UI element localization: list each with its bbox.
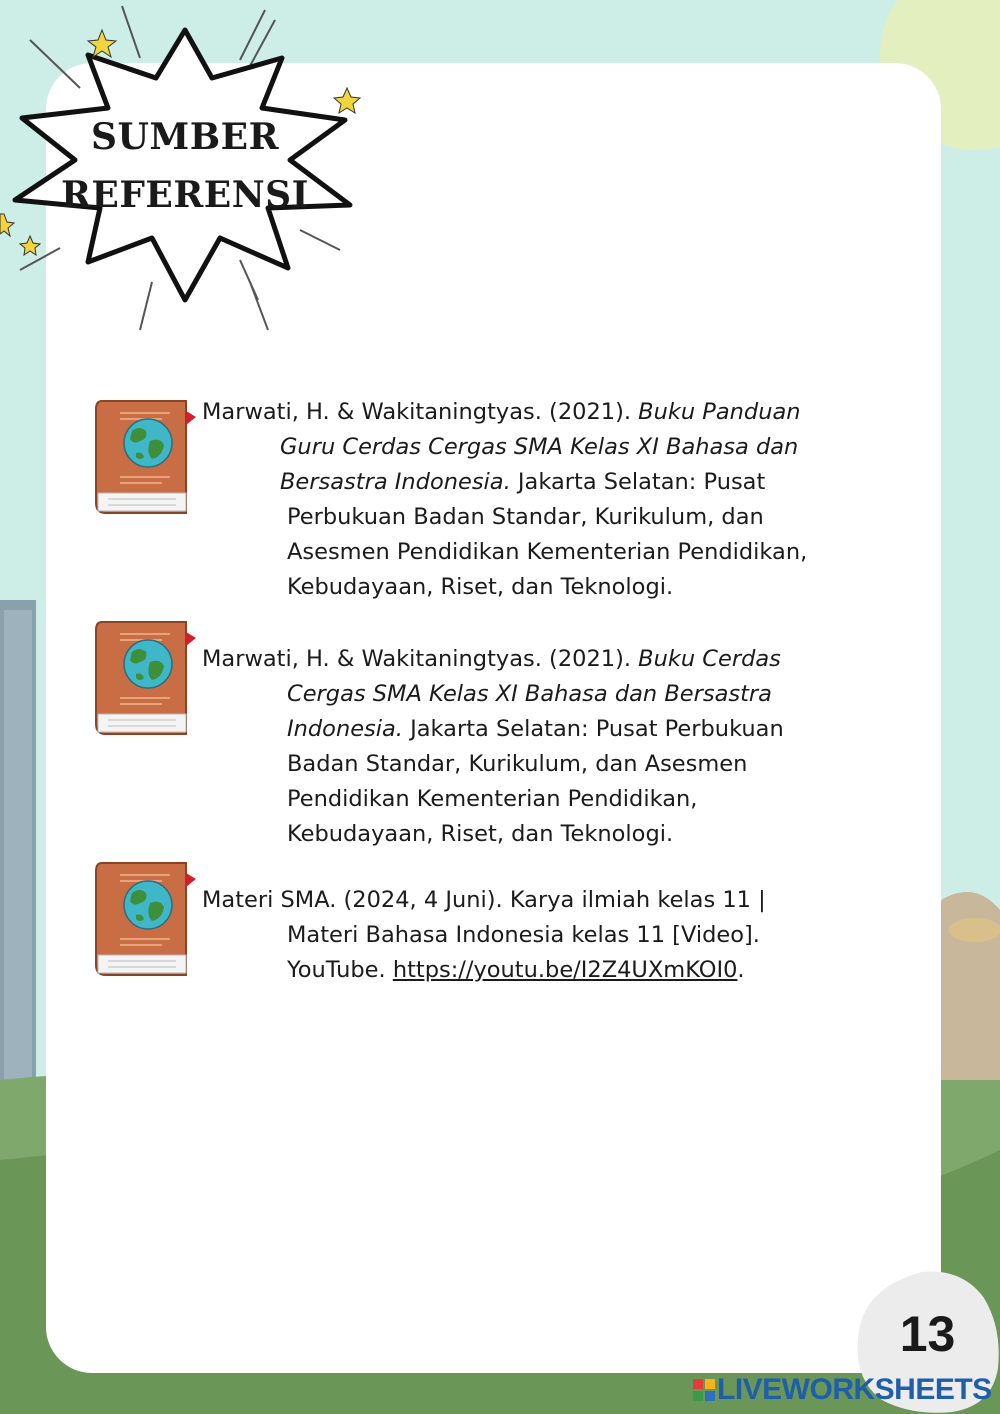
reference-line bbox=[202, 712, 842, 747]
reference-segment: Materi SMA. (2024, 4 Juni). Karya ilmiah kelas 11 | bbox=[202, 887, 766, 913]
reference-segment: Kebudayaan, Riset, dan Teknologi. bbox=[287, 821, 674, 847]
reference-line bbox=[202, 918, 842, 953]
reference-line bbox=[202, 817, 842, 852]
reference-line bbox=[202, 953, 842, 988]
title-line-1: SUMBER bbox=[90, 116, 280, 158]
reference-segment: Pendidikan Kementerian Pendidikan, bbox=[287, 786, 698, 812]
reference-title: Bersastra Indonesia. bbox=[280, 469, 511, 495]
reference-title: Cergas SMA Kelas XI Bahasa dan Bersastra bbox=[287, 681, 772, 707]
reference-segment: Marwati, H. & Wakitaningtyas. (2021). bbox=[202, 399, 639, 425]
reference-line bbox=[202, 747, 842, 782]
book-globe-icon bbox=[92, 395, 202, 517]
reference-line bbox=[202, 465, 842, 500]
reference-segment: Perbukuan Badan Standar, Kurikulum, dan bbox=[287, 504, 764, 530]
reference-segment: . bbox=[737, 957, 745, 983]
reference-segment: Jakarta Selatan: Pusat bbox=[510, 469, 766, 495]
reference-title: Guru Cerdas Cergas SMA Kelas XI Bahasa dan bbox=[280, 434, 799, 460]
reference-text bbox=[202, 395, 842, 605]
reference-title: Indonesia. bbox=[287, 716, 403, 742]
reference-segment: Materi Bahasa Indonesia kelas 11 [Video]. bbox=[287, 922, 760, 948]
reference-link[interactable]: https://youtu.be/I2Z4UXmKOI0 bbox=[392, 957, 738, 983]
brand-logo-icon bbox=[693, 1379, 715, 1401]
book-globe-icon bbox=[92, 857, 202, 979]
reference-segment: YouTube. bbox=[287, 957, 393, 983]
reference-line bbox=[202, 570, 842, 605]
reference-title: Buku Panduan bbox=[638, 399, 801, 425]
reference-text bbox=[202, 642, 842, 852]
reference-title: Buku Cerdas bbox=[638, 646, 781, 672]
reference-segment: Kebudayaan, Riset, dan Teknologi. bbox=[287, 574, 674, 600]
reference-segment: Jakarta Selatan: Pusat Perbukuan bbox=[402, 716, 784, 742]
reference-line bbox=[202, 642, 842, 677]
reference-segment: Asesmen Pendidikan Kementerian Pendidikan, bbox=[287, 539, 808, 565]
reference-line bbox=[202, 500, 842, 535]
reference-line bbox=[202, 395, 842, 430]
reference-line bbox=[202, 782, 842, 817]
title-line-2: REFERENSI bbox=[61, 174, 309, 216]
page-number: 13 bbox=[899, 1306, 956, 1362]
page-title bbox=[40, 108, 330, 224]
reference-line bbox=[202, 677, 842, 712]
reference-text bbox=[202, 883, 842, 988]
book-globe-icon bbox=[92, 616, 202, 738]
reference-line bbox=[202, 535, 842, 570]
reference-line bbox=[202, 883, 842, 918]
reference-line bbox=[202, 430, 842, 465]
brand-name: LIVEWORKSHEETS bbox=[717, 1373, 992, 1406]
reference-segment: Marwati, H. & Wakitaningtyas. (2021). bbox=[202, 646, 639, 672]
brand-watermark bbox=[693, 1373, 992, 1407]
reference-segment: Badan Standar, Kurikulum, dan Asesmen bbox=[287, 751, 748, 777]
